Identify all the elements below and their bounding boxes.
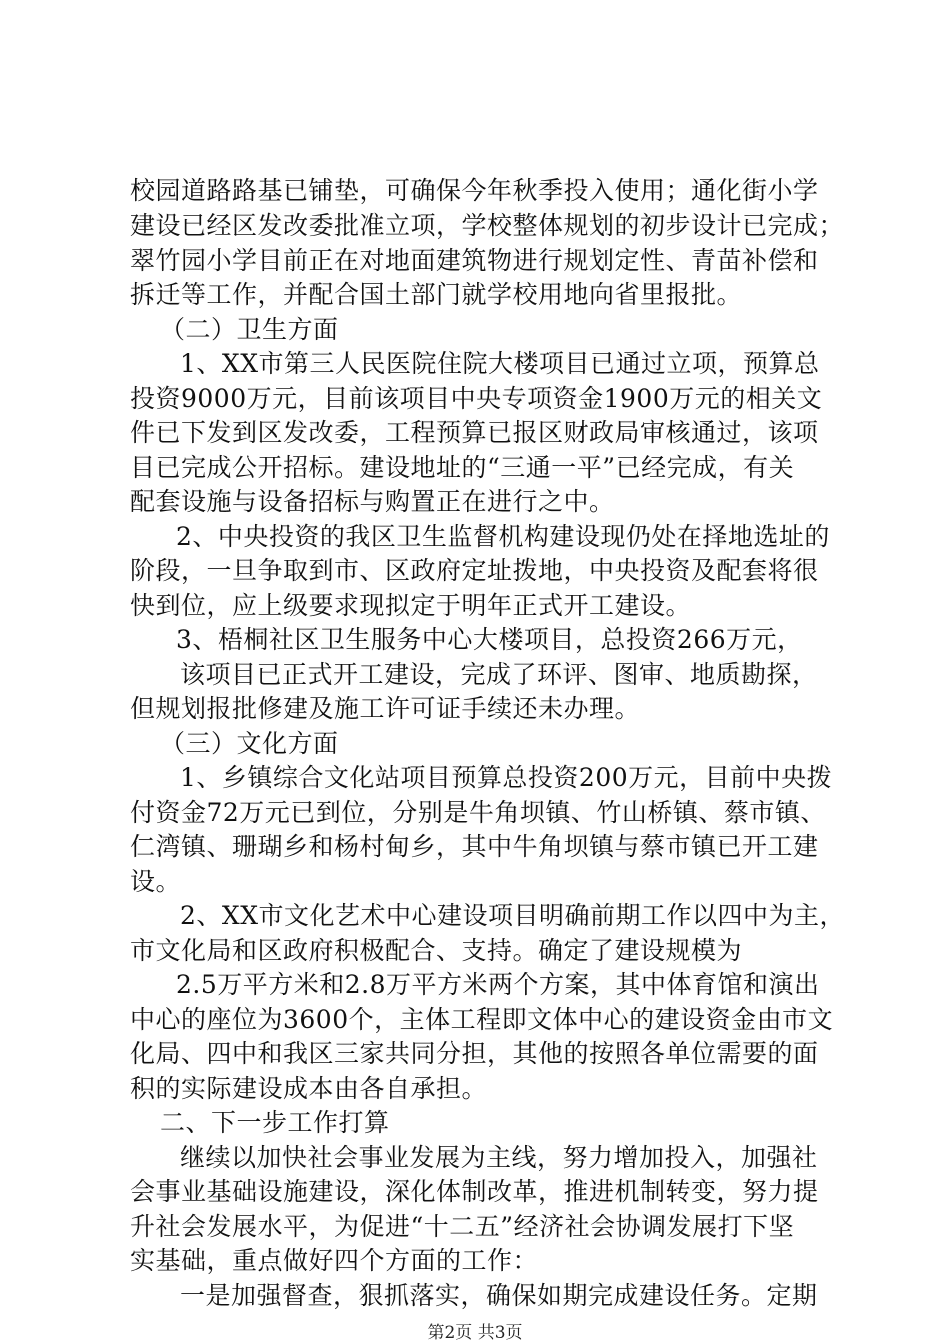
- section-heading: （二）卫生方面: [160, 315, 339, 344]
- text-line: 配套设施与设备招标与购置正在进行之中。: [130, 487, 615, 516]
- text-line: 翠竹园小学目前正在对地面建筑物进行规划定性、青苗补偿和: [130, 246, 819, 275]
- text-line: 该项目已正式开工建设，完成了环评、图审、地质勘探，: [180, 660, 818, 689]
- text-line: 3、梧桐社区卫生服务中心大楼项目，总投资266万元，: [176, 625, 803, 654]
- text-line: 件已下发到区发改委，工程预算已报区财政局审核通过，该项: [130, 418, 819, 447]
- text-line: 化局、四中和我区三家共同分担，其他的按照各单位需要的面: [130, 1039, 819, 1068]
- text-line: 市文化局和区政府积极配合、支持。确定了建设规模为: [130, 936, 743, 965]
- text-line: 目已完成公开招标。建设地址的“三通一平”已经完成，有关: [130, 453, 795, 482]
- text-line: 实基础，重点做好四个方面的工作：: [130, 1246, 539, 1275]
- text-line: 2、XX市文化艺术中心建设项目明确前期工作以四中为主，: [180, 901, 846, 930]
- page-footer: 第2页 共3页: [427, 1323, 523, 1343]
- text-line: 2、中央投资的我区卫生监督机构建设现仍处在择地选址的: [176, 522, 830, 551]
- text-line: 积的实际建设成本由各自承担。: [130, 1074, 488, 1103]
- text-line: 仁湾镇、珊瑚乡和杨村甸乡，其中牛角坝镇与蔡市镇已开工建: [130, 832, 819, 861]
- text-line: 一是加强督查，狠抓落实，确保如期完成建设任务。定期: [180, 1281, 818, 1310]
- text-line: 付资金72万元已到位，分别是牛角坝镇、竹山桥镇、蔡市镇、: [130, 798, 826, 827]
- text-line: 会事业基础设施建设，深化体制改革，推进机制转变，努力提: [130, 1177, 819, 1206]
- text-line: 建设已经区发改委批准立项，学校整体规划的初步设计已完成；: [130, 211, 845, 240]
- section-heading: （三）文化方面: [160, 729, 339, 758]
- text-line: 投资9000万元，目前该项目中央专项资金1900万元的相关文: [130, 384, 823, 413]
- text-line: 中心的座位为3600个，主体工程即文体中心的建设资金由市文: [130, 1005, 834, 1034]
- text-line: 继续以加快社会事业发展为主线，努力增加投入，加强社: [180, 1143, 818, 1172]
- text-line: 1、XX市第三人民医院住院大楼项目已通过立项，预算总: [180, 349, 820, 378]
- text-line: 拆迁等工作，并配合国土部门就学校用地向省里报批。: [130, 280, 743, 309]
- text-line: 设。: [130, 867, 182, 896]
- text-line: 2.5万平方米和2.8万平方米两个方案，其中体育馆和演出: [176, 970, 820, 999]
- text-line: 校园道路路基已铺垫，可确保今年秋季投入使用；通化街小学: [130, 176, 819, 205]
- text-line: 阶段，一旦争取到市、区政府定址拨地，中央投资及配套将很: [130, 556, 819, 585]
- text-line: 快到位，应上级要求现拟定于明年正式开工建设。: [130, 591, 692, 620]
- text-line: 1、乡镇综合文化站项目预算总投资200万元，目前中央拨: [180, 763, 833, 792]
- text-line: 升社会发展水平，为促进“十二五”经济社会协调发展打下坚: [130, 1212, 795, 1241]
- text-line: 但规划报批修建及施工许可证手续还未办理。: [130, 694, 641, 723]
- section-heading: 二、下一步工作打算: [160, 1108, 390, 1137]
